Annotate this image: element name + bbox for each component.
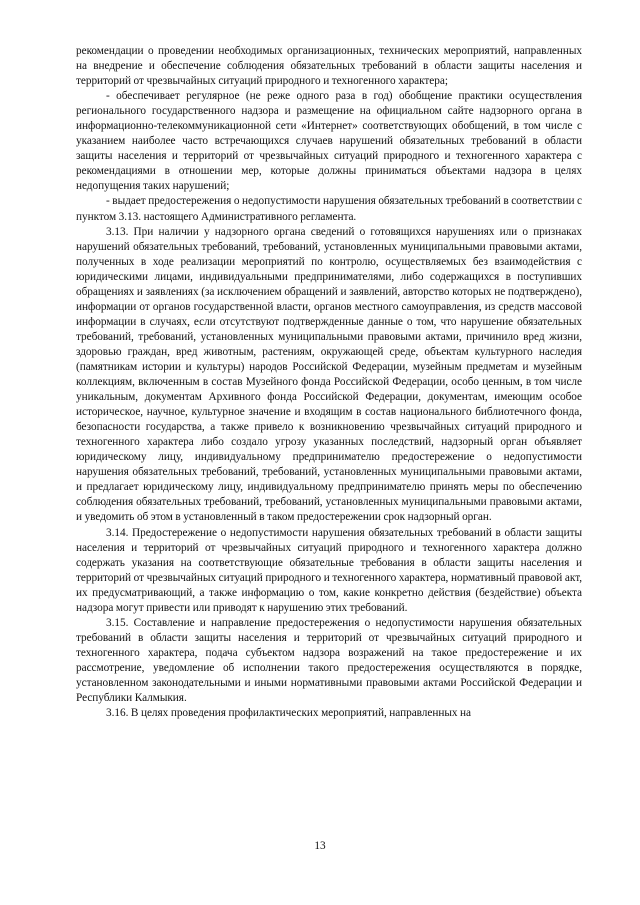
page-number: 13: [314, 840, 326, 852]
paragraph-3-14: 3.14. Предостережение о недопустимости нарушения обязательных требований в области защиты населения и территорий от чрезвычайных ситуаций природного и техногенного характера должно содержать указания на соответствующие обязательные требования в области защиты населения и территорий от чрезвычайных ситуаций природного и техногенного характера, нормативный правовой акт, их предусматривающий, а также информацию о том, какие конкретно действия (бездействие) объекта надзора могут привести или приводят к нарушению этих требований.: [76, 526, 582, 614]
paragraph-3-13: 3.13. При наличии у надзорного органа сведений о готовящихся нарушениях или о признаках нарушений обязательных требований, требований, установленных муниципальными правовыми актами, полученных в ходе реализации мероприятий по контролю, осуществляемых без взаимодействия с юридическими лицами, индивидуальными предпринимателями, либо содержащихся в поступивших обращениях и заявлениях (за исключением обращений и заявлений, авторство которых не подтверждено), информации от органов государственной власти, органов местного самоуправления, из средств массовой информации в случаях, если отсутствуют подтвержденные данные о том, что нарушение обязательных требований, требований, установленных муниципальными правовыми актами, причинило вред жизни, здоровью граждан, вред животным, растениям, окружающей среде, объектам культурного наследия (памятникам истории и культуры) народов Российской Федерации, музейным предметам и музейным коллекциям, включенным в состав Музейного фонда Российской Федерации, особо ценным, в том числе уникальным, документам Архивного фонда Российской Федерации, документам, имеющим особое историческое, научное, культурное значение и входящим в состав национального библиотечного фонда, безопасности государства, а также привело к возникновению чрезвычайных ситуаций природного и техногенного характера либо создало угрозу указанных последствий, надзорный орган объявляет юридическому лицу, индивидуальному предпринимателю предостережение о недопустимости нарушения обязательных требований, требований, установленных муниципальными правовыми актами, и предлагает юридическому лицу, индивидуальному предпринимателю принять меры по обеспечению соблюдения обязательных требований, требований, установленных муниципальными правовыми актами, и уведомить об этом в установленный в таком предостережении срок надзорный орган.: [76, 225, 582, 524]
paragraph-issues-warnings: - выдает предостережения о недопустимости нарушения обязательных требований в соответствии с пунктом 3.13. настоящего Административного регламента.: [76, 195, 582, 223]
paragraph-3-15: 3.15. Составление и направление предостережения о недопустимости нарушения обязательных требований в области защиты населения и территорий от чрезвычайных ситуаций природного и техногенного характера, подача субъектом надзора возражений на такое предостережение и их рассмотрение, уведомление об исполнении такого предостережения осуществляются в порядке, установленном законодательными и иными нормативными правовыми актами Российской Федерации и Республики Калмыкия.: [76, 616, 582, 705]
paragraph-3-16: 3.16. В целях проведения профилактических мероприятий, направленных на: [106, 707, 472, 720]
paragraph-practice-generalization: - обеспечивает регулярное (не реже одного раза в год) обобщение практики осуществления регионального государственного надзора и размещение на официальном сайте надзорного органа в информационно-телекоммуникационной сети «Интернет» соответствующих обобщений, в том числе с указанием наиболее часто встречающихся случаев нарушений обязательных требований в области защиты населения и территорий от чрезвычайных ситуаций природного и техногенного характера с рекомендациями в отношении мер, которые должны приниматься объектами надзора в целях недопущения таких нарушений;: [76, 90, 582, 193]
paragraph-recommendations-continued: рекомендации о проведении необходимых организационных, технических мероприятий, направленных на внедрение и обеспечение соблюдения обязательных требований в области защиты населения и территорий от чрезвычайных ситуаций природного и техногенного характера;: [76, 45, 582, 88]
